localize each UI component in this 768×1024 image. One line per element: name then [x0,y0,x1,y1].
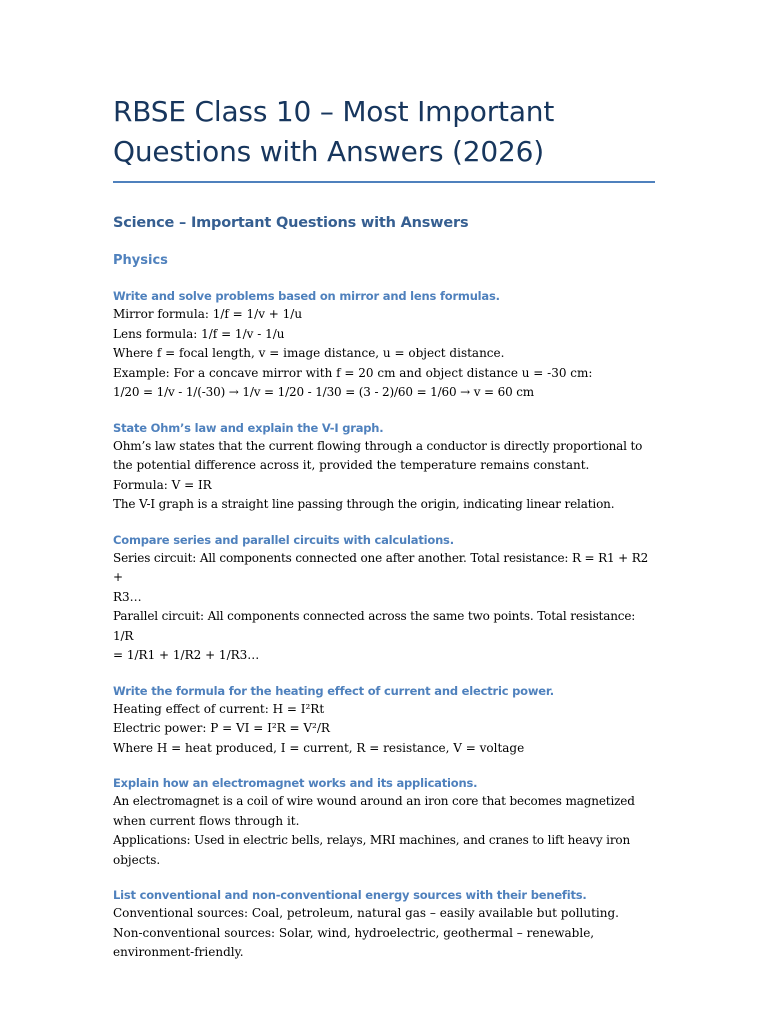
answer-line: Where H = heat produced, I = current, R = resistance, V = voltage [113,740,525,755]
question-block [113,886,658,963]
answer-line: when current flows through it. [113,813,300,828]
answer-line: Heating effect of current: H = I²Rt [113,701,325,716]
section-heading: Science – Important Questions with Answers [113,215,469,231]
question-heading: Explain how an electromagnet works and its applications. [113,776,478,790]
answer-line: R3… [113,589,142,604]
answer-line: Applications: Used in electric bells, relays, MRI machines, and cranes to lift heavy iron [113,833,631,847]
answer-line: the potential difference across it, provided the temperature remains constant. [113,458,590,472]
question-heading: State Ohm’s law and explain the V-I graph. [113,420,384,435]
question-heading: List conventional and non-conventional energy sources with their benefits. [113,888,587,902]
question-heading: Write the formula for the heating effect of current and electric power. [113,683,554,698]
answer-line: Series circuit: All components connected one after another. Total resistance: R = R1 + R2 + [113,550,652,584]
answer-line: Mirror formula: 1/f = 1/v + 1/u [113,307,303,321]
question-block [113,287,658,403]
question-heading: Write and solve problems based on mirror and lens formulas. [113,289,500,303]
answer-line: An electromagnet is a coil of wire wound around an iron core that becomes magnetized [113,794,635,808]
question-block [113,531,658,666]
question-block [113,419,658,515]
answer-line: Where f = focal length, v = image distance, u = object distance. [113,346,505,360]
document-title [113,92,658,172]
document-title-line-1: RBSE Class 10 – Most Important [113,95,555,128]
answer-line: Conventional sources: Coal, petroleum, natural gas – easily available but polluting. [113,906,619,920]
subject-heading: Physics [113,253,168,268]
title-underline [113,181,655,183]
question-block [113,682,658,759]
answer-line: Electric power: P = VI = I²R = V²/R [113,721,330,735]
answer-line: 1/20 = 1/v - 1/(-30) → 1/v = 1/20 - 1/30 = (3 - 2)/60 = 1/60 → v = 60 cm [113,385,535,399]
answer-line: The V-I graph is a straight line passing through the origin, indicating linear relation. [113,497,615,511]
answer-line: objects. [113,852,161,867]
document-title-line-2: Questions with Answers (2026) [113,135,544,168]
question-block [113,774,658,870]
answer-line: = 1/R1 + 1/R2 + 1/R3… [113,648,260,662]
answer-line: Lens formula: 1/f = 1/v - 1/u [113,326,285,341]
answer-line: Formula: V = IR [113,477,212,492]
answer-line: Ohm’s law states that the current flowing through a conductor is directly proportional to [113,438,643,453]
answer-line: Example: For a concave mirror with f = 20 cm and object distance u = -30 cm: [113,365,593,380]
answer-line: Non-conventional sources: Solar, wind, hydroelectric, geothermal – renewable, [113,925,595,940]
answer-line: Parallel circuit: All components connected across the same two points. Total resistance: 1/R [113,609,639,643]
answer-line: environment-friendly. [113,945,244,959]
question-heading: Compare series and parallel circuits with calculations. [113,532,454,547]
document-page [113,92,658,963]
